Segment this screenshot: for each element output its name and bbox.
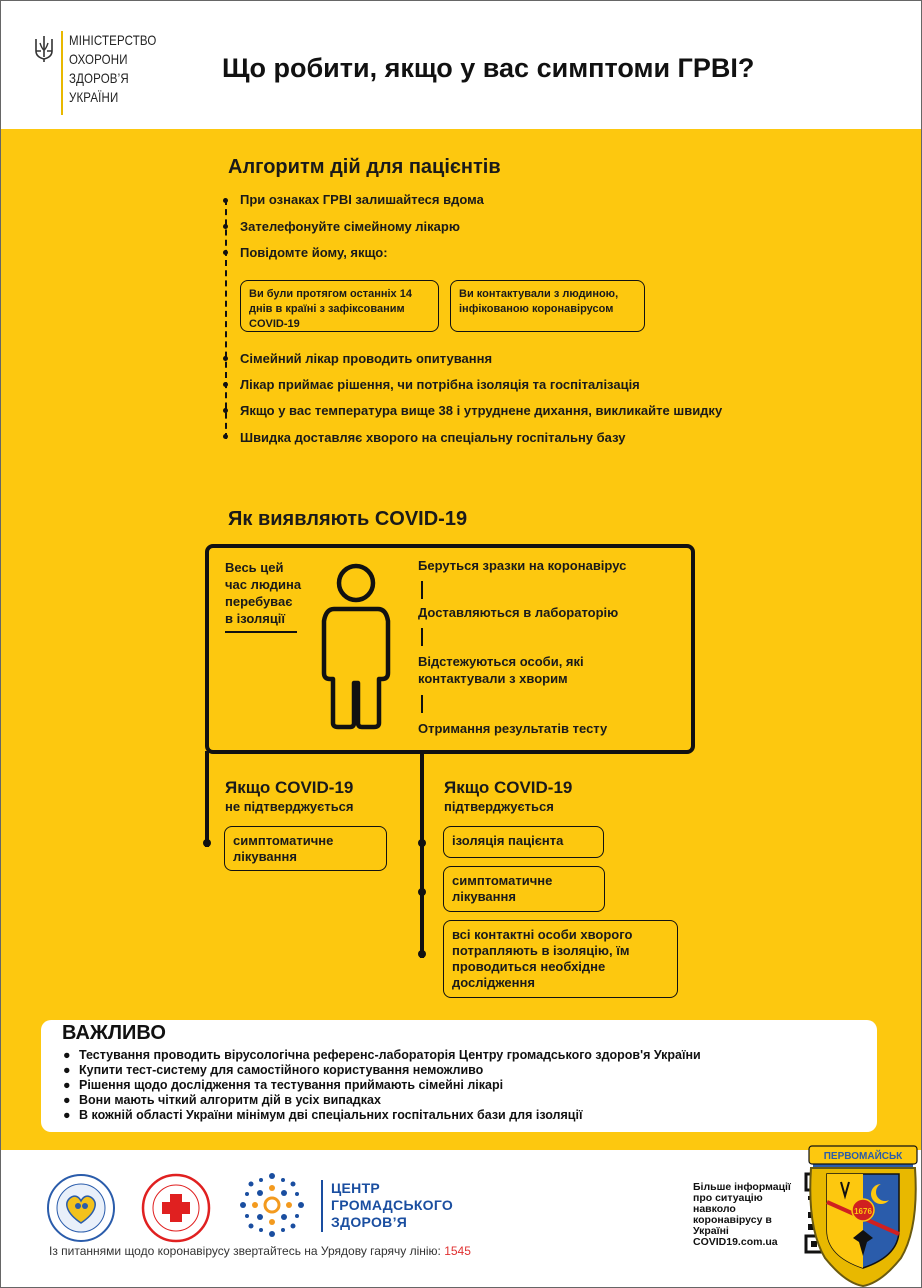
branch-dot [418,888,426,896]
more-info-text: Більше інформації про ситуацію навколо коронавірусу в Україні COVID19.com.ua [693,1181,791,1248]
isolation-line: в ізоляції [225,611,286,626]
ministry-line: ЗДОРОВ’Я [69,70,129,86]
important-title: ВАЖЛИВО [62,1022,166,1044]
positive-action-box: всі контактні особи хворого потрапляють в ізоляцію, їм проводиться необхідне дослідження [443,920,678,998]
bullet: ● [63,1078,71,1092]
algorithm-step: Якщо у вас температура вище 38 і утруднене дихання, викликайте швидку [240,403,723,418]
detection-title: Як виявляють COVID-19 [228,508,468,530]
detection-step: Отримання результатів тесту [418,721,608,736]
isolation-line: Весь цей [225,560,284,575]
person-icon [316,561,396,731]
positive-branch-line [420,751,424,958]
condition-box: Ви контактували з людиною, інфікованою коронавірусом [450,280,645,332]
bullet: ● [63,1048,71,1062]
cphc-line: ЗДОРОВ’Я [331,1214,408,1230]
negative-branch-title: Якщо COVID-19 [225,778,354,797]
important-item [63,1078,701,1093]
isolation-underline [225,631,297,633]
cphc-divider [321,1180,323,1232]
timeline-dot [223,224,228,229]
timeline-dot [223,250,228,255]
positive-branch-title: Якщо COVID-19 [444,778,573,797]
city-coat-of-arms [805,1138,921,1288]
timeline-dot [223,382,228,387]
algorithm-title: Алгоритм дій для пацієнтів [228,156,501,178]
important-item-text: Рішення щодо дослідження та тестування приймають сімейні лікарі [79,1078,504,1092]
cphc-name [331,1180,453,1231]
positive-action-box: симптоматичне лікування [443,866,605,912]
algorithm-step: Лікар приймає рішення, чи потрібна ізоляція та госпіталізація [240,377,640,392]
trident-icon [33,35,55,63]
detection-step: Відстежуються особи, які контактували з хворим [418,654,584,686]
isolation-line: перебуває [225,594,293,609]
positive-branch-subtitle: підтверджується [444,799,554,814]
algorithm-step: Сімейний лікар проводить опитування [240,351,493,366]
important-item-text: Купити тест-систему для самостійного користування неможливо [79,1063,484,1077]
negative-action-box: симптоматичне лікування [224,826,387,871]
algorithm-step: Зателефонуйте сімейному лікарю [240,219,460,234]
ministry-logo-text [69,31,156,107]
page-title: Що робити, якщо у вас симптоми ГРВІ? [222,53,755,83]
hotline-text: Із питаннями щодо коронавірусу звертайтесь на Урядову гарячу лінію: [49,1244,445,1258]
ministry-line: ОХОРОНИ [69,51,128,67]
red-cross-logo [141,1173,211,1243]
hotline-number: 1545 [444,1244,471,1258]
city-name: ПЕРВОМАЙСЬК [823,1151,903,1162]
isolation-note [225,559,301,627]
public-health-center-logo [237,1170,307,1240]
bullet: ● [63,1093,71,1107]
timeline-dot [223,198,228,203]
branch-dot [418,950,426,958]
heart-organization-logo [46,1173,116,1243]
cphc-line: ЦЕНТР [331,1180,381,1196]
important-item [63,1048,701,1063]
isolation-line: час людина [225,577,302,592]
positive-action-box: ізоляція пацієнта [443,826,604,858]
important-item-text: Вони мають чіткий алгоритм дій в усіх випадках [79,1093,381,1107]
step-divider [421,628,423,646]
important-item-text: В кожній області України мінімум дві спеціальних госпітальних бази для ізоляції [79,1108,583,1122]
ministry-divider [61,31,63,115]
important-list [63,1048,701,1123]
algorithm-step: При ознаках ГРВІ залишайтеся вдома [240,192,484,207]
branch-dot [203,839,211,847]
hotline-info [49,1244,471,1258]
timeline-dot [223,356,228,361]
header [1,1,921,129]
detection-step: Беруться зразки на коронавірус [418,558,627,573]
ministry-line: МІНІСТЕРСТВО [69,32,157,48]
important-item [63,1093,701,1108]
important-item [63,1108,701,1123]
timeline-dot [223,434,228,439]
important-item-text: Тестування проводить вірусологічна референс-лабораторія Центру громадського здоров'я України [79,1048,701,1062]
coat-year: 1676 [854,1207,872,1216]
condition-box: Ви були протягом останніх 14 днів в країні з зафіксованим COVID-19 [240,280,439,332]
algorithm-timeline [225,199,227,439]
cphc-line: ГРОМАДСЬКОГО [331,1197,454,1213]
algorithm-step: Повідомте йому, якщо: [240,245,388,260]
algorithm-step: Швидка доставляє хворого на спеціальну госпітальну базу [240,430,626,445]
step-divider [421,695,423,713]
detection-step: Доставляються в лабораторію [418,605,619,620]
negative-branch-subtitle: не підтверджується [225,799,354,814]
negative-branch-line [205,751,209,847]
ministry-line: УКРАЇНИ [69,89,119,105]
important-panel [41,1020,877,1132]
bullet: ● [63,1063,71,1077]
important-item [63,1063,701,1078]
footer [1,1150,921,1288]
branch-dot [418,839,426,847]
bullet: ● [63,1108,71,1122]
step-divider [421,581,423,599]
timeline-dot [223,408,228,413]
